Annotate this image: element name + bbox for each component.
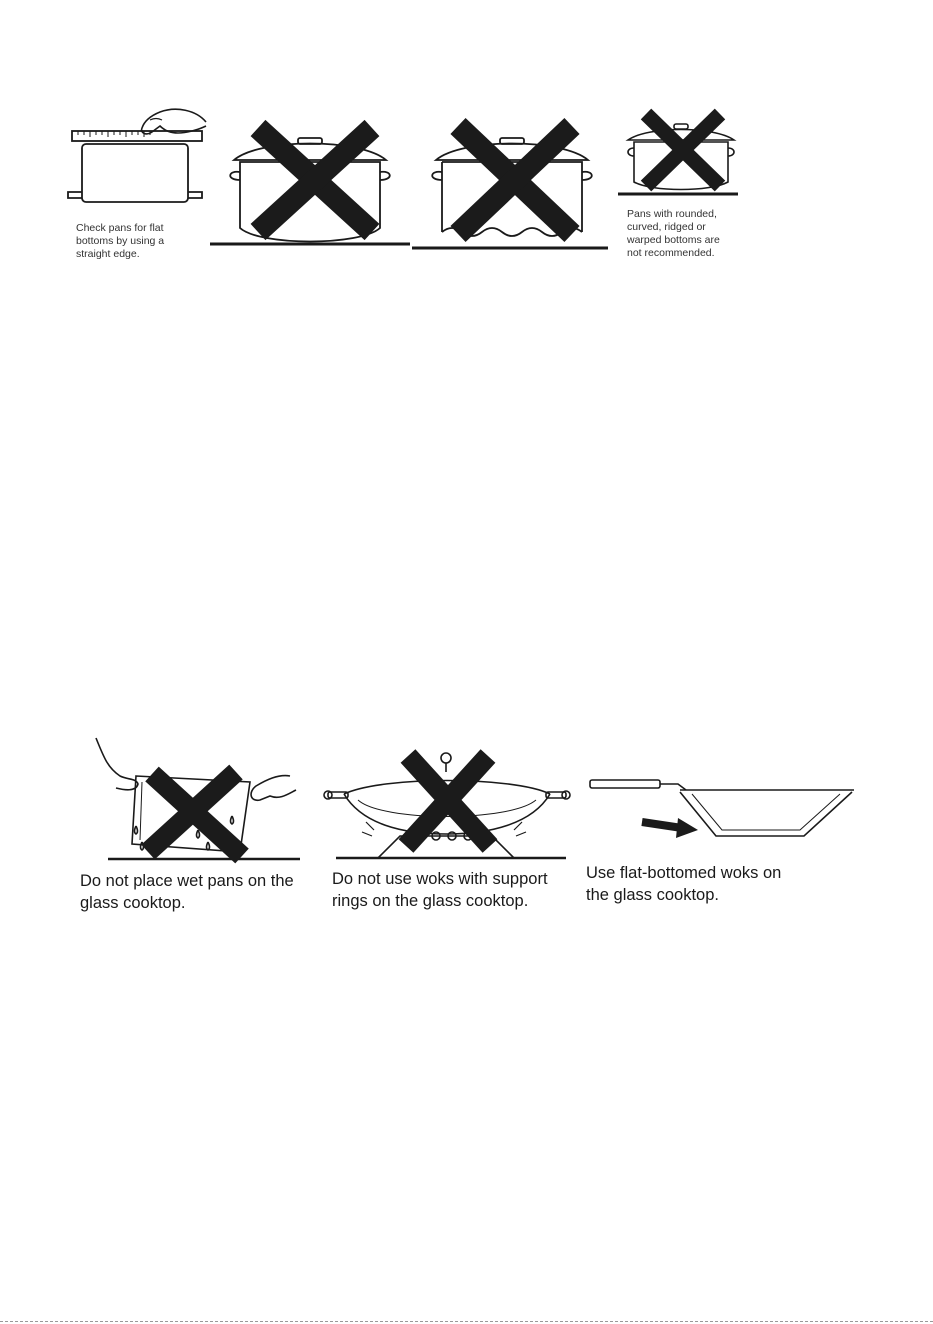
- page-bottom-rule: [0, 1321, 933, 1322]
- figure-straight-edge-check: [64, 100, 214, 215]
- arrow-icon: [642, 818, 698, 838]
- wok-ring-drawing: [322, 742, 572, 864]
- caption-not-recommended: Pans with rounded, curved, ridged or warped bottoms are not recommended.: [627, 208, 720, 259]
- caption-straight-edge: Check pans for flat bottoms by using a straight edge.: [76, 222, 165, 260]
- warped-pot-drawing: [618, 108, 748, 200]
- figure-wok-support-ring: [322, 742, 572, 864]
- hand-icon: [96, 738, 138, 790]
- cross-icon: [406, 756, 490, 846]
- wok-icon: [590, 780, 854, 836]
- figure-ridged-bottom-pot: [412, 120, 612, 252]
- figure-wet-pan: [90, 738, 305, 863]
- straight-edge-pan-drawing: [64, 100, 214, 215]
- figure-rounded-bottom-pot: [210, 120, 410, 250]
- flat-wok-drawing: [586, 770, 858, 842]
- figure-warped-bottom-pot: [618, 108, 748, 200]
- cross-icon: [148, 772, 242, 856]
- caption-flat-wok: Use flat-bottomed woks on the glass cooktop.: [586, 864, 782, 904]
- figure-flat-bottomed-wok: [586, 770, 858, 842]
- rounded-pot-drawing: [210, 120, 410, 250]
- cross-icon: [458, 126, 572, 234]
- cross-icon: [646, 114, 720, 186]
- wet-pan-drawing: [90, 738, 305, 863]
- caption-wok-rings: Do not use woks with support rings on the glass cooktop.: [332, 870, 548, 910]
- caption-wet-pans: Do not place wet pans on the glass cooktop.: [80, 872, 294, 912]
- pot-icon: [82, 144, 188, 202]
- ridged-pot-drawing: [412, 120, 612, 252]
